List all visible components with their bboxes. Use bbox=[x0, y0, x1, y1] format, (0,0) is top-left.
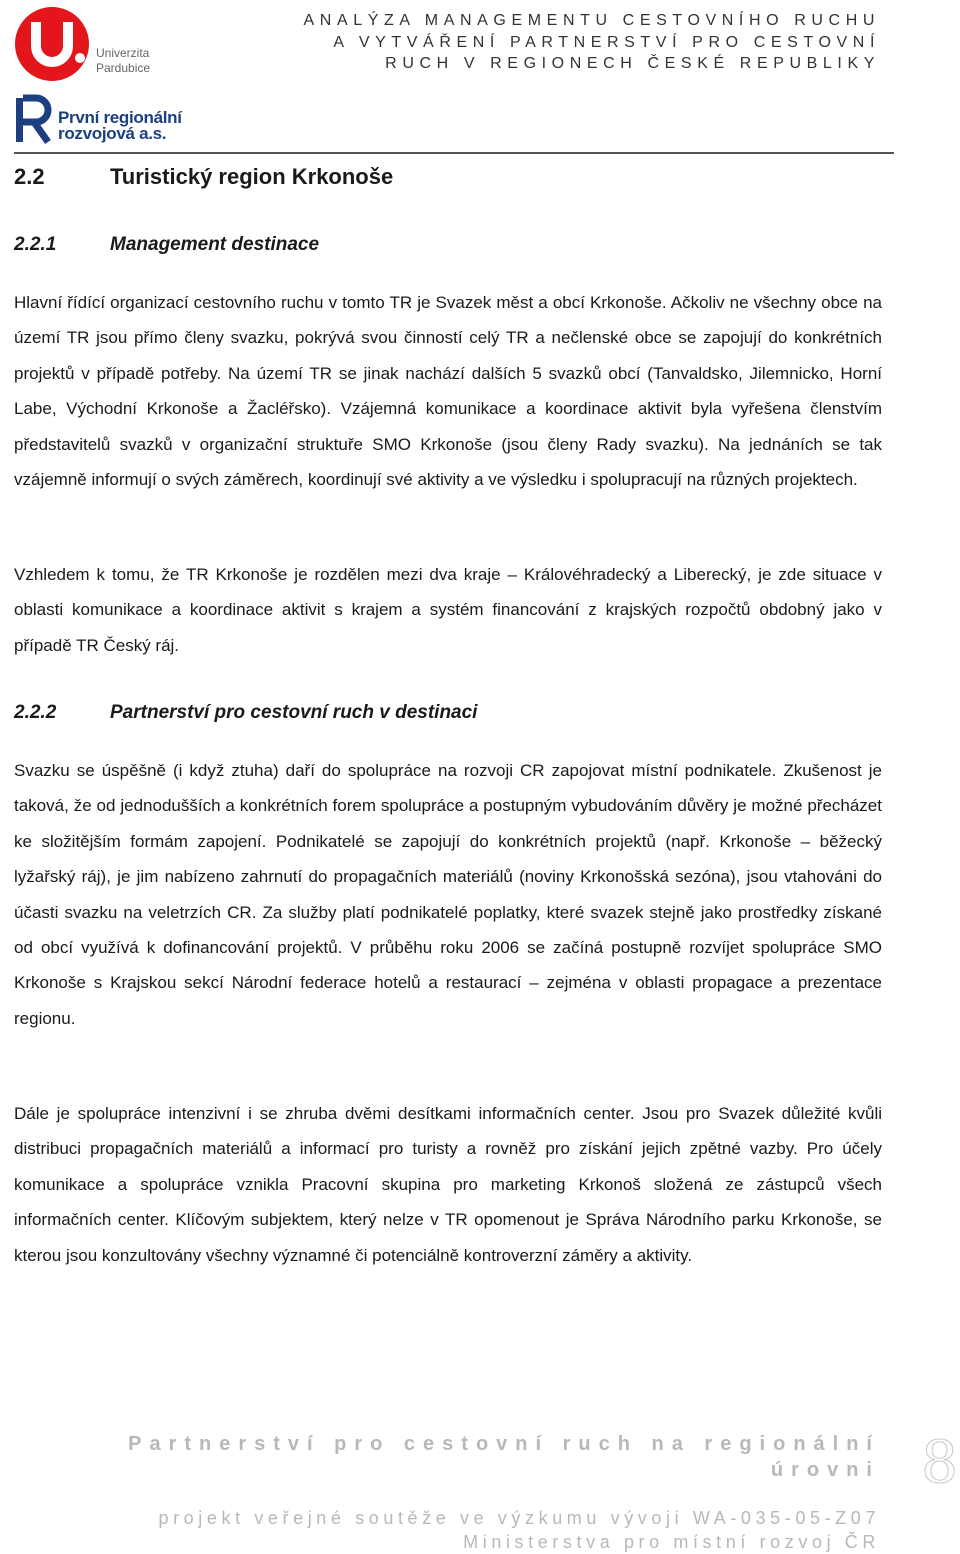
subsection-title: Management destinace bbox=[110, 234, 320, 255]
footer-project-info bbox=[120, 1506, 880, 1554]
agency-logo bbox=[14, 92, 204, 144]
document-header-title bbox=[240, 10, 880, 75]
university-logo-text: Univerzita Pardubice bbox=[96, 46, 151, 75]
agency-logo-icon bbox=[14, 92, 54, 144]
university-logo bbox=[14, 6, 174, 84]
subsection-title: Partnerství pro cestovní ruch v destinaci bbox=[110, 702, 478, 723]
header-divider bbox=[14, 152, 894, 154]
footer-title-line: úrovni bbox=[770, 1459, 880, 1481]
header-title-line: ANALÝZA MANAGEMENTU CESTOVNÍHO RUCHU bbox=[303, 12, 880, 29]
paragraph: Vzhledem k tomu, že TR Krkonoše je rozdělen mezi dva kraje – Královéhradecký a Liberecký, je zde situace v oblasti komunikace a koordinace aktivit s krajem a systém financování z krajských rozpočtů obdobný jako v případě TR Český ráj. bbox=[14, 565, 882, 655]
paragraph: Hlavní řídící organizací cestovního ruchu v tomto TR je Svazek měst a obcí Krkonoše. Ačkoliv ne všechny obce na území TR jsou přímo členy svazku, pokrývá svou činností celý TR a nečlenské obce se zapojují do konkrétních projektů v případě potřeby. Na území TR se jinak nachází dalších 5 svazků obcí (Tanvaldsko, Jilemnicko, Horní Labe, Východní Krkonoše a Žacléřsko). Vzájemná komunikace a koordinace aktivit byla vyřešena členstvím představitelů svazků v organizační struktuře SMO Krkonoše (jsou členy Rady svazku). Na jednáních se tak vzájemně informují o svých záměrech, koordinují své aktivity a ve výsledku i spolupracují na různých projektech. bbox=[14, 293, 882, 490]
page-number: 8 bbox=[921, 1428, 958, 1496]
header-title-line: A VYTVÁŘENÍ PARTNERSTVÍ PRO CESTOVNÍ bbox=[333, 33, 880, 51]
university-logo-icon bbox=[14, 6, 90, 82]
subsection-number: 2.2.2 bbox=[14, 702, 57, 723]
footer-title bbox=[120, 1431, 880, 1483]
section-heading bbox=[14, 164, 393, 190]
footer-sub-line: Ministerstva pro místní rozvoj ČR bbox=[463, 1532, 880, 1552]
agency-logo-text: První regionální rozvojová a.s. bbox=[58, 108, 182, 143]
paragraph: Svazku se úspěšně (i když ztuha) daří do spolupráce na rozvoji CR zapojovat místní podnikatele. Zkušenost je taková, že od jednodušších a konkrétních forem spolupráce a postupným vybudováním důvěry je možné přecházet ke složitějším formám zapojení. Podnikatelé se zapojují do konkrétních projektů (např. Krkonoše – běžecký lyžařský ráj), je jim nabízeno zahrnutí do propagačních materiálů (noviny Krkonošská sezóna), jsou vtahováni do účasti svazku na veletrzích CR. Za služby platí podnikatelé poplatky, které svazek stejně jako prostředky získané od obcí využívá k dofinancování projektů. V průběhu roku 2006 se začíná postupně rozvíjet spolupráce SMO Krkonoše s Krajskou sekcí Národní federace hotelů a restaurací – zejména v oblasti propagace a prezentace regionu. bbox=[14, 761, 882, 1028]
subsection-number: 2.2.1 bbox=[14, 234, 57, 255]
section-number: 2.2 bbox=[14, 164, 45, 189]
footer-title-line: Partnerství pro cestovní ruch na regionální bbox=[128, 1433, 880, 1455]
header-title-line: RUCH V REGIONECH ČESKÉ REPUBLIKY bbox=[385, 55, 880, 72]
subsection-heading bbox=[14, 702, 477, 724]
footer-sub-line: projekt veřejné soutěže ve výzkumu vývoji WA-035-05-Z07 bbox=[158, 1508, 880, 1528]
section-title: Turistický region Krkonoše bbox=[110, 164, 394, 189]
paragraph: Dále je spolupráce intenzivní i se zhruba dvěmi desítkami informačních center. Jsou pro Svazek důležité kvůli distribuci propagačních materiálů a informací pro turisty a rovněž pro získání jejich zpětné vazby. Pro účely komunikace a spolupráce vznikla Pracovní skupina pro marketing Krkonoš složená ze zástupců všech informačních center. Klíčovým subjektem, který nelze v TR opomenout je Správa Národního parku Krkonoše, se kterou jsou konzultovány všechny významné či potenciálně kontroverzní záměry a aktivity. bbox=[14, 1104, 882, 1265]
subsection-heading bbox=[14, 234, 319, 256]
